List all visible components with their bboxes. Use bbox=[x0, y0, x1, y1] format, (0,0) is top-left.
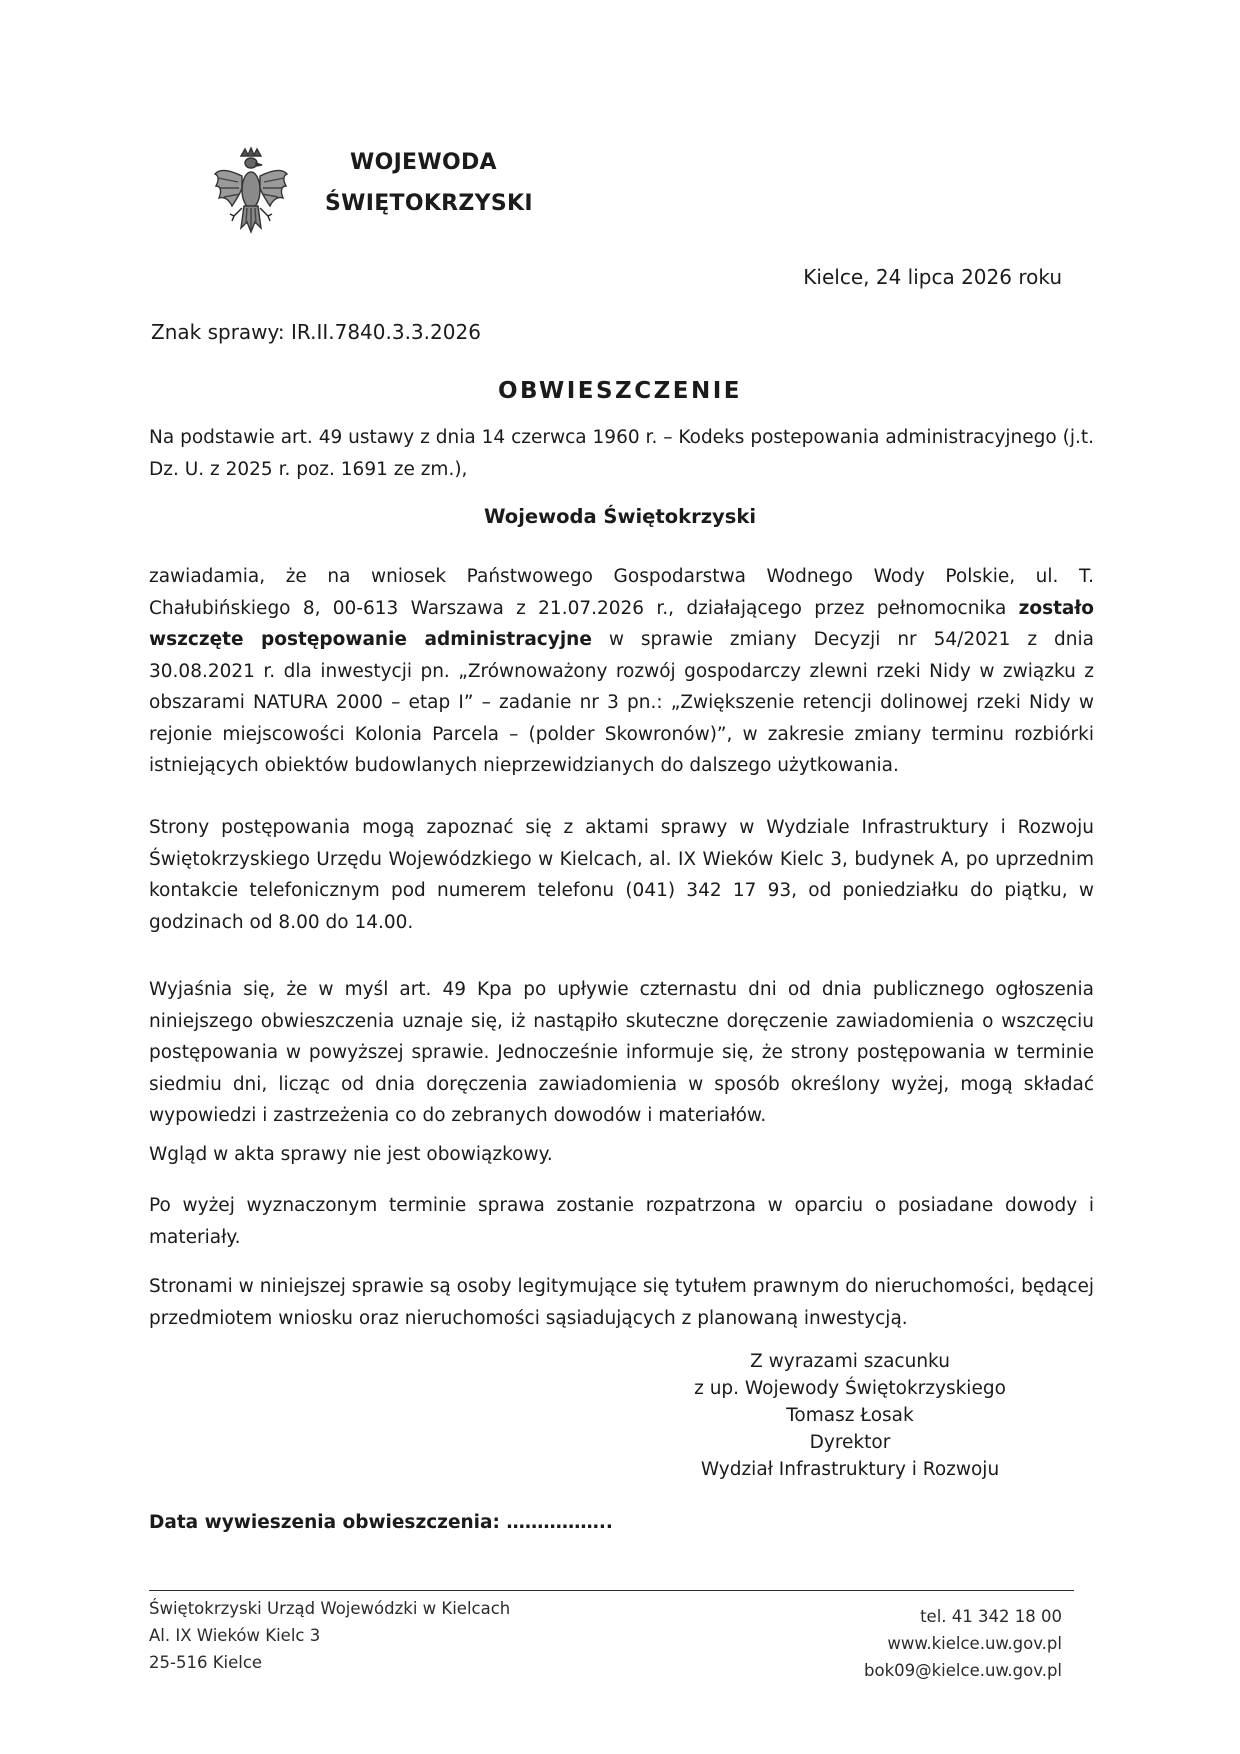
signature-position: Dyrektor bbox=[809, 1432, 891, 1453]
document-title: OBWIESZCZENIE bbox=[498, 378, 742, 404]
decision-text: Po wyżej wyznaczonym terminie sprawa zostanie rozpatrzona w oparciu o posiadane dowody i materiały. bbox=[149, 1195, 1094, 1248]
legal-basis-text: Na podstawie art. 49 ustawy z dnia 14 czerwca 1960 r. – Kodeks postepowania administracyjnego (j.t. Dz. U. z 2025 r. poz. 1691 ze zm.), bbox=[149, 427, 1094, 480]
footer-email: bok09@kielce.uw.gov.pl bbox=[864, 1661, 1062, 1680]
display-date-field: Data wywieszenia obwieszczenia: …………….. bbox=[149, 1512, 613, 1533]
parties-paragraph bbox=[149, 1271, 1094, 1334]
optional-access-text: Wgląd w akta sprawy nie jest obowiązkowy. bbox=[149, 1144, 553, 1165]
legal-basis-paragraph bbox=[149, 422, 1094, 485]
explanation-paragraph bbox=[149, 974, 1094, 1132]
footer-divider bbox=[149, 1590, 1074, 1591]
access-text: Strony postępowania mogą zapoznać się z aktami sprawy w Wydziale Infrastruktury i Rozwoju Świętokrzyskiego Urzędu Wojewódzkiego w Kielcach, al. IX Wieków Kielc 3, budynek A, po uprzednim kontakcie telefonicznym pod numerem telefonu (041) 342 17 93, od poniedziałku do piątku, w godzinach od 8.00 do 14.00. bbox=[149, 817, 1094, 933]
footer-street: Al. IX Wieków Kielc 3 bbox=[149, 1626, 321, 1645]
org-name-line1: WOJEWODA bbox=[350, 150, 497, 175]
signature-name: Tomasz Łosak bbox=[786, 1405, 914, 1426]
optional-access-paragraph bbox=[149, 1139, 1094, 1171]
footer-address bbox=[149, 1595, 510, 1676]
signature-block bbox=[670, 1348, 1030, 1483]
org-name-line2: ŚWIĘTOKRZYSKI bbox=[325, 191, 533, 216]
notice-text bbox=[149, 561, 1094, 782]
place-date: Kielce, 24 lipca 2026 roku bbox=[803, 265, 1062, 289]
notice-paragraph bbox=[149, 561, 1094, 782]
signature-closing: Z wyrazami szacunku bbox=[750, 1351, 950, 1372]
footer-contact bbox=[864, 1603, 1062, 1684]
polish-eagle-emblem-icon bbox=[212, 146, 290, 242]
explanation-text: Wyjaśnia się, że w myśl art. 49 Kpa po upływie czternastu dni od dnia publicznego ogłoszenia niniejszego obwieszczenia uznaje się, iż nastąpiło skuteczne doręczenie zawiadomienia o wszczęciu postępowania w powyższej sprawie. Jednocześnie informuje się, że strony postępowania w terminie siedmiu dni, licząc od dnia doręczenia zawiadomienia w sposób określony wyżej, mogą składać wypowiedzi i zastrzeżenia co do zebranych dowodów i materiałów. bbox=[149, 979, 1094, 1126]
signature-authority: z up. Wojewody Świętokrzyskiego bbox=[694, 1378, 1006, 1399]
footer-website: www.kielce.uw.gov.pl bbox=[887, 1634, 1062, 1653]
footer-phone: tel. 41 342 18 00 bbox=[920, 1607, 1062, 1626]
access-paragraph bbox=[149, 812, 1094, 938]
decision-paragraph bbox=[149, 1190, 1094, 1253]
footer-office-name: Świętokrzyski Urząd Wojewódzki w Kielcach bbox=[149, 1599, 511, 1618]
issuer-heading: Wojewoda Świętokrzyski bbox=[483, 505, 757, 528]
notice-text-part1: zawiadamia, że na wniosek Państwowego Gospodarstwa Wodnego Wody Polskie, ul. T. Chałubińskiego 8, 00-613 Warszawa z 21.07.2026 r., działającego przez pełnomocnika bbox=[149, 566, 1094, 619]
signature-department: Wydział Infrastruktury i Rozwoju bbox=[700, 1459, 1000, 1480]
footer-postal-city: 25-516 Kielce bbox=[149, 1653, 263, 1672]
notice-text-bold: zostało wszczęte postępowanie administracyjne bbox=[149, 597, 1094, 650]
notice-text-part2: w sprawie zmiany Decyzji nr 54/2021 z dnia 30.08.2021 r. dla inwestycji pn. „Zrównoważony rozwój gospodarczy zlewni rzeki Nidy w związku z obszarami NATURA 2000 – etap I” – zadanie nr 3 pn.: „Zwiększenie retencji dolinowej rzeki Nidy w rejonie miejscowości Kolonia Parcela – (polder Skowronów)”, w zakresie zmiany terminu rozbiórki istniejących obiektów budowlanych nieprzewidzianych do dalszego użytkowania. bbox=[149, 629, 1094, 776]
parties-text: Stronami w niniejszej sprawie są osoby legitymujące się tytułem prawnym do nieruchomości, będącej przedmiotem wniosku oraz nieruchomości sąsiadujących z planowaną inwestycją. bbox=[149, 1276, 1094, 1329]
case-reference: Znak sprawy: IR.II.7840.3.3.2026 bbox=[151, 320, 481, 344]
